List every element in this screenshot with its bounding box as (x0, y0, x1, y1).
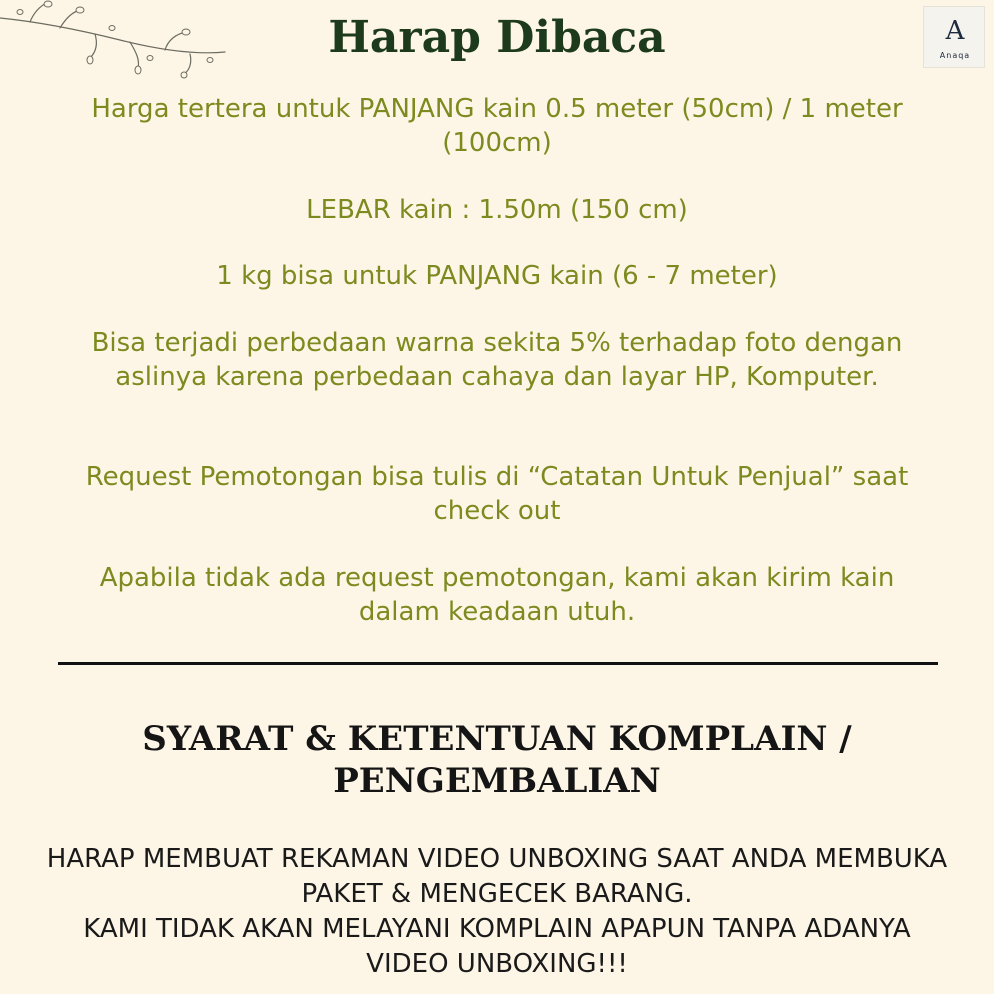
page-title: Harap Dibaca (328, 12, 666, 63)
section-divider (58, 662, 938, 665)
terms-line-record-video: HARAP MEMBUAT REKAMAN VIDEO UNBOXING SAAT ANDA MEMBUKA PAKET & MENGECEK BARANG. (46, 844, 948, 909)
info-fabric-width: LEBAR kain : 1.50m (150 cm) (306, 195, 688, 225)
terms-notice (40, 842, 954, 982)
info-color-difference: Bisa terjadi perbedaan warna sekita 5% terhadap foto dengan aslinya karena perbedaan cahaya dan layar HP, Komputer. (91, 328, 903, 392)
terms-line-no-complaint: KAMI TIDAK AKAN MELAYANI KOMPLAIN APAPUN TANPA ADANYA VIDEO UNBOXING!!! (83, 914, 911, 979)
info-uncut-shipping: Apabila tidak ada request pemotongan, kami akan kirim kain dalam keadaan utuh. (99, 563, 895, 627)
terms-title: SYARAT & KETENTUAN KOMPLAIN / PENGEMBALIAN (142, 719, 852, 801)
logo-letter: A (945, 16, 965, 46)
info-price-length: Harga tertera untuk PANJANG kain 0.5 meter (50cm) / 1 meter (100cm) (91, 94, 903, 158)
brand-logo (923, 6, 985, 68)
info-cut-request: Request Pemotongan bisa tulis di “Catatan Untuk Penjual” saat check out (85, 462, 909, 526)
logo-name: Anaqa (939, 51, 971, 60)
info-kg-length: 1 kg bisa untuk PANJANG kain (6 - 7 meter) (216, 261, 778, 291)
